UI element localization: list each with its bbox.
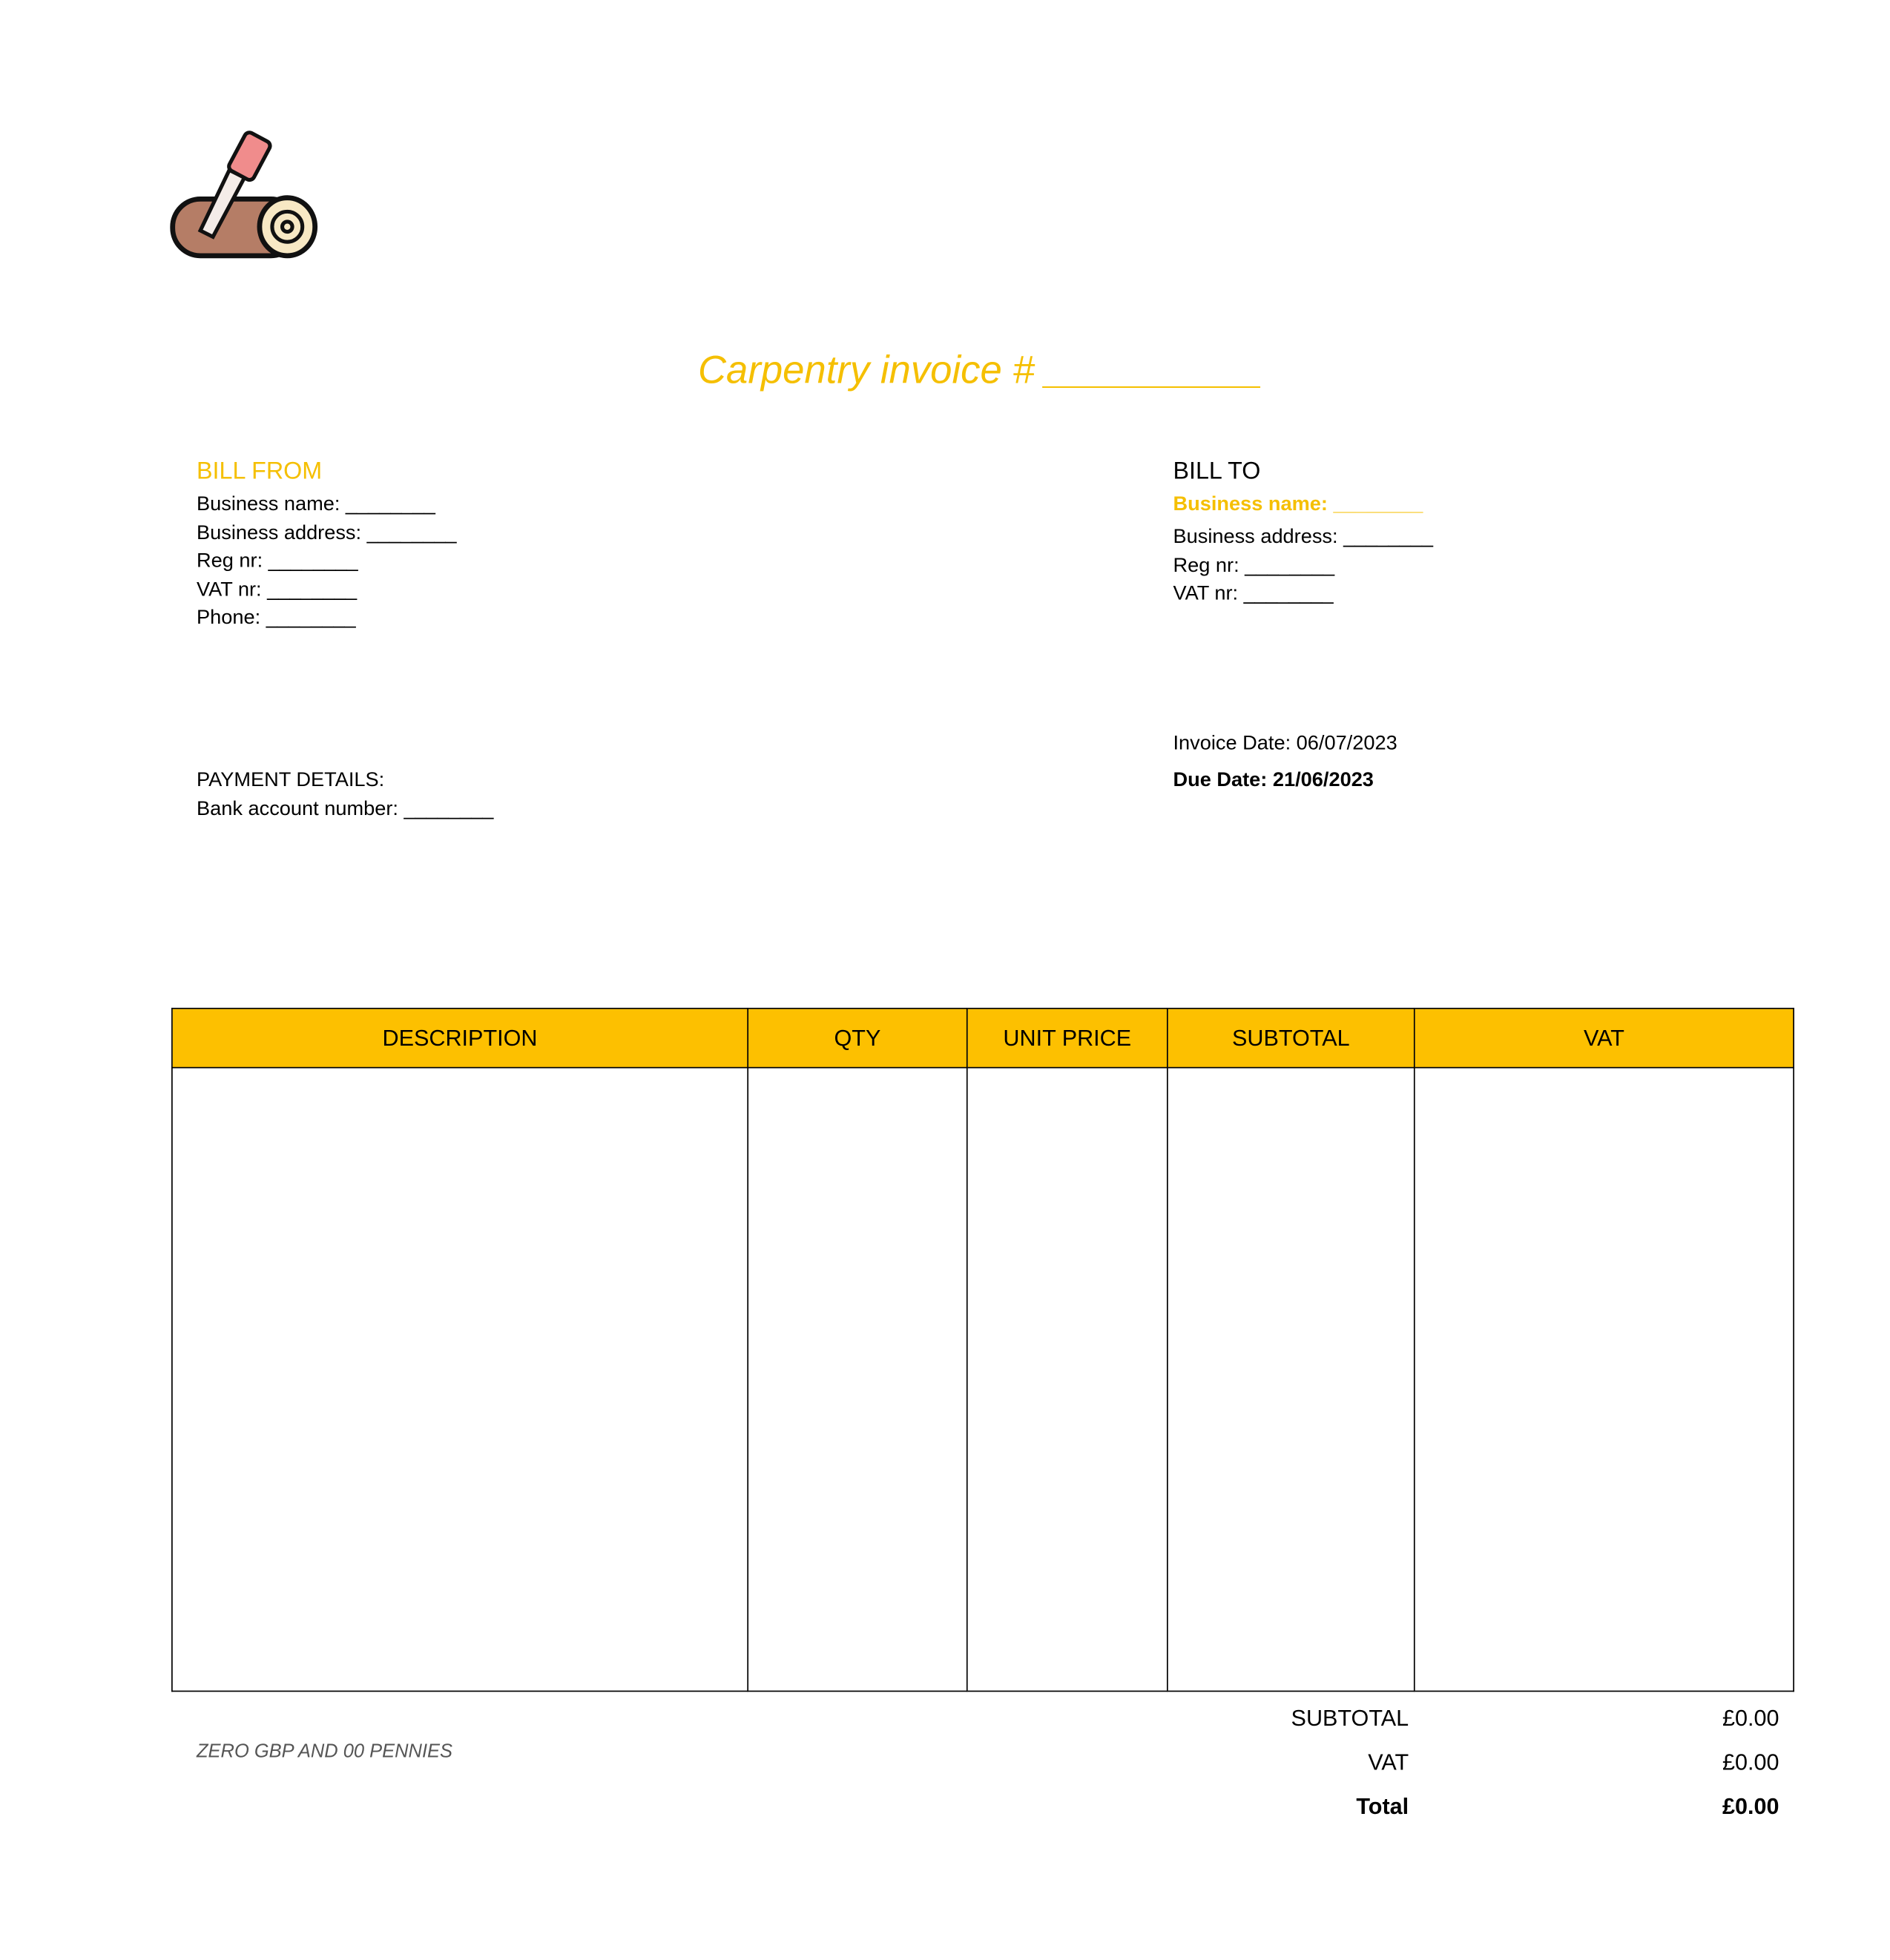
- total-value: £0.00: [1722, 1793, 1779, 1819]
- due-date: Due Date: 21/06/2023: [1173, 769, 1374, 791]
- bill-from-heading: BILL FROM: [196, 458, 323, 485]
- amount-in-words: ZERO GBP AND 00 PENNIES: [196, 1740, 453, 1763]
- table-header-row: [172, 1009, 1794, 1068]
- column-unit-price: UNIT PRICE: [967, 1009, 1168, 1068]
- total-label: Total: [1356, 1793, 1409, 1819]
- subtotal-label: SUBTOTAL: [1291, 1706, 1409, 1732]
- subtotal-value: £0.00: [1722, 1706, 1779, 1732]
- bill-to-vat: VAT nr: ________: [1173, 583, 1334, 605]
- column-vat: VAT: [1415, 1009, 1794, 1068]
- bill-to-heading: BILL TO: [1173, 458, 1261, 485]
- cell-vat[interactable]: [1415, 1068, 1794, 1692]
- invoice-date: Invoice Date: 06/07/2023: [1173, 733, 1397, 755]
- line-items-table: [171, 1008, 1794, 1692]
- bank-account-number: Bank account number: ________: [196, 798, 494, 820]
- cell-unit-price[interactable]: [967, 1068, 1168, 1692]
- bill-from-details: [197, 491, 457, 633]
- payment-details-heading: PAYMENT DETAILS:: [196, 769, 385, 791]
- vat-value: £0.00: [1722, 1749, 1779, 1775]
- invoice-title: Carpentry invoice # __________: [698, 347, 1263, 392]
- bill-from-vat: VAT nr: ________: [196, 578, 358, 601]
- bill-to-business-name: Business name: ________: [1173, 493, 1423, 515]
- column-description: DESCRIPTION: [172, 1009, 748, 1068]
- bill-to-details: [1173, 524, 1433, 610]
- bill-to-business-address: Business address: ________: [1173, 527, 1434, 548]
- bill-from-reg: Reg nr: ________: [196, 550, 358, 573]
- table-row: [172, 1068, 1794, 1692]
- cell-subtotal[interactable]: [1168, 1068, 1415, 1692]
- vat-label: VAT: [1368, 1749, 1409, 1775]
- bill-to-reg: Reg nr: ________: [1173, 555, 1335, 577]
- column-subtotal: SUBTOTAL: [1168, 1009, 1415, 1068]
- saw-log-logo-icon: [169, 130, 320, 261]
- bill-from-business-name: Business name: ________: [196, 493, 435, 515]
- column-qty: QTY: [748, 1009, 967, 1068]
- bill-from-business-address: Business address: ________: [196, 522, 457, 544]
- cell-description[interactable]: [172, 1068, 748, 1692]
- bill-from-phone: Phone: ________: [196, 607, 356, 629]
- cell-qty[interactable]: [748, 1068, 967, 1692]
